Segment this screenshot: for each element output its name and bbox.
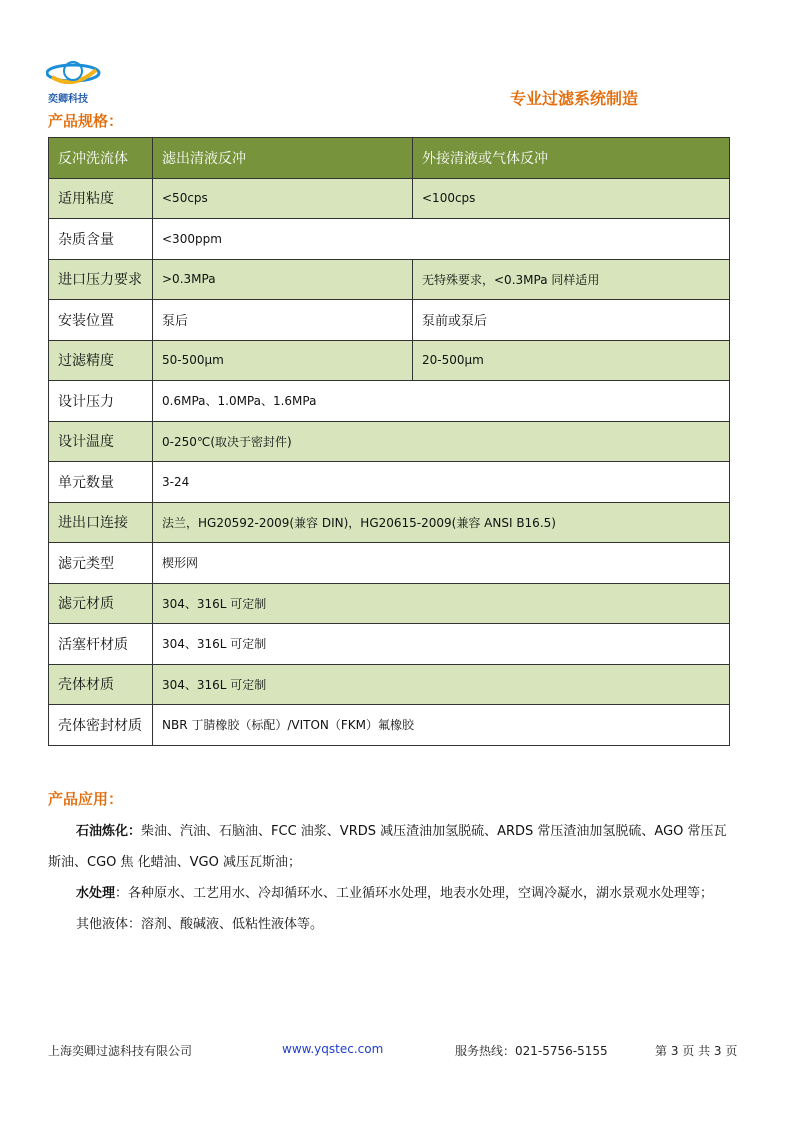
table-row [49,502,730,543]
row-value: NBR 丁腈橡胶（标配）/VITON（FKM）氟橡胶 [153,705,730,746]
table-row [49,462,730,503]
header-cell: 滤出清液反冲 [153,138,413,179]
water-label: 水处理 [76,886,116,901]
row-label: 滤元材质 [49,583,153,624]
footer-hotline: 服务热线：021-5756-5155 [455,1044,608,1058]
row-value: 法兰，HG20592-2009(兼容 DIN)，HG20615-2009(兼容 ANSI B16.5) [153,502,730,543]
row-value: 20-500μm [413,340,730,381]
row-value: 楔形网 [153,543,730,584]
row-value: <50cps [153,178,413,219]
petro-text: 柴油、汽油、石脑油、FCC 油浆、VRDS 减压渣油加氢脱硫、ARDS 常压渣油加氢脱硫、AGO 常压瓦 [141,824,727,839]
table-row [49,543,730,584]
water-text: ：各种原水、工艺用水、冷却循环水、工业循环水处理，地表水处理，空调冷凝水，湖水景观水处理等； [115,886,714,901]
row-label: 设计压力 [49,381,153,422]
petro-label: 石油炼化 [76,824,129,839]
table-header-row [49,138,730,179]
logo-text: 奕卿科技 [48,94,88,105]
footer-page-number: 第 3 页 共 3 页 [655,1044,738,1058]
row-value: <100cps [413,178,730,219]
row-value: 无特殊要求，<0.3MPa 同样适用 [413,259,730,300]
row-label: 设计温度 [49,421,153,462]
petro-text-cont: 斯油、CGO 焦 化蜡油、VGO 减压瓦斯油； [48,855,301,870]
table-row [49,624,730,665]
row-value: 3-24 [153,462,730,503]
row-label: 过滤精度 [49,340,153,381]
table-row [49,705,730,746]
row-value: 0.6MPa、1.0MPa、1.6MPa [153,381,730,422]
petro-paragraph [48,816,748,847]
table-row [49,421,730,462]
row-label: 壳体材质 [49,664,153,705]
row-label: 进口压力要求 [49,259,153,300]
spec-section-title: 产品规格： [48,112,124,130]
row-label: 杂质含量 [49,219,153,260]
row-value: >0.3MPa [153,259,413,300]
row-value: <300ppm [153,219,730,260]
row-label: 活塞杆材质 [49,624,153,665]
table-row [49,219,730,260]
row-value: 泵前或泵后 [413,300,730,341]
row-label: 单元数量 [49,462,153,503]
row-value: 泵后 [153,300,413,341]
petro-paragraph-cont [48,847,748,878]
row-value: 304、316L 可定制 [153,624,730,665]
header-cell: 反冲洗流体 [49,138,153,179]
row-label: 壳体密封材质 [49,705,153,746]
table-row [49,300,730,341]
applications-body [48,816,748,940]
row-value: 50-500μm [153,340,413,381]
row-label: 适用粘度 [49,178,153,219]
row-label: 滤元类型 [49,543,153,584]
table-row [49,178,730,219]
table-row [49,664,730,705]
other-text: 其他液体：溶剂、酸碱液、低粘性液体等。 [76,917,324,932]
spec-table [48,137,730,746]
table-row [49,583,730,624]
petro-colon: ： [128,824,142,839]
water-paragraph [48,878,748,909]
row-label: 进出口连接 [49,502,153,543]
footer-company: 上海奕卿过滤科技有限公司 [48,1044,193,1058]
header-cell: 外接清液或气体反冲 [413,138,730,179]
other-paragraph [48,909,748,940]
row-label: 安装位置 [49,300,153,341]
table-row [49,259,730,300]
footer-website-link[interactable]: www.yqstec.com [282,1042,384,1056]
applications-section-title: 产品应用： [48,790,124,808]
row-value: 304、316L 可定制 [153,583,730,624]
tagline: 专业过滤系统制造 [510,89,639,108]
table-row [49,340,730,381]
row-value: 0-250℃(取决于密封件) [153,421,730,462]
row-value: 304、316L 可定制 [153,664,730,705]
table-row [49,381,730,422]
